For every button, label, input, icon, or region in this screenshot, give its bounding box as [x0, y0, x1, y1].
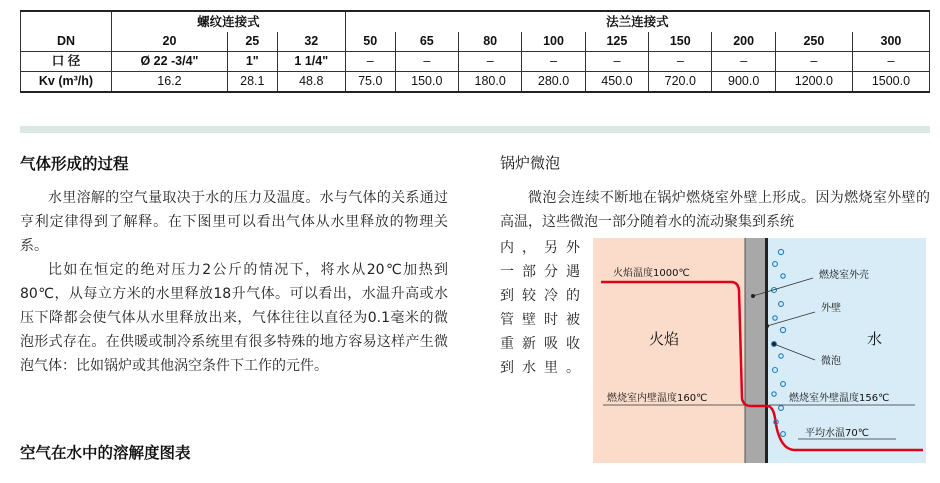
dn-cell: 25	[227, 32, 277, 52]
dn-cell: 300	[852, 32, 929, 52]
dn-cell: 250	[775, 32, 852, 52]
section-divider-band	[20, 126, 930, 133]
inner-wall-temp-label: 燃烧室内壁温度160℃	[607, 393, 708, 404]
text-line: 到水里。	[500, 360, 580, 376]
kv-cell: 900.0	[712, 72, 775, 93]
kv-cell: 450.0	[585, 72, 648, 93]
flame-temp-label: 火焰温度1000℃	[613, 268, 690, 279]
kv-cell: 75.0	[345, 72, 395, 93]
dn-cell: 32	[277, 32, 345, 52]
gas-formation-text	[20, 186, 448, 378]
kv-cell: 280.0	[522, 72, 585, 93]
avg-water-temp-label: 平均水温70℃	[805, 428, 869, 439]
outer-wall-label: 外壁	[821, 303, 841, 314]
dn-cell: 150	[649, 32, 712, 52]
flame-label: 火焰	[649, 330, 680, 348]
paragraph: 微泡会连续不断地在锅炉燃烧室外壁上形成。因为燃烧室外壁的高温，这些微泡一部分随着水的流动聚集到系统	[500, 190, 930, 230]
section-heading-solubility-chart: 空气在水中的溶解度图表	[20, 444, 191, 462]
boiler-text-narrow	[500, 236, 580, 380]
marker-dot	[772, 342, 776, 346]
dn-cell: 20	[112, 32, 228, 52]
size-cell: –	[585, 52, 648, 72]
text-line: 内，另外	[500, 240, 580, 256]
group-flange: 法兰连接式	[345, 11, 929, 32]
size-cell: 1"	[227, 52, 277, 72]
dn-cell: 200	[712, 32, 775, 52]
kv-cell: 16.2	[112, 72, 228, 93]
text-line: 管壁时被	[500, 312, 580, 328]
outer-wall-temp-label: 燃烧室外壁温度156℃	[789, 393, 890, 404]
text-line: 一部分遇	[500, 264, 580, 280]
outer-wall-line	[765, 238, 768, 463]
spec-table	[20, 10, 930, 93]
size-cell: –	[458, 52, 521, 72]
dn-cell: 125	[585, 32, 648, 52]
size-cell: 1 1/4"	[277, 52, 345, 72]
row-label-kv: Kv (m³/h)	[21, 72, 112, 93]
text-line: 到较冷的	[500, 288, 580, 304]
row-label-dn: DN	[21, 32, 112, 52]
size-cell: –	[395, 52, 458, 72]
size-cell: –	[345, 52, 395, 72]
size-cell: –	[852, 52, 929, 72]
kv-cell: 28.1	[227, 72, 277, 93]
group-thread: 螺纹连接式	[112, 11, 346, 32]
combustion-chamber-wall	[745, 238, 765, 463]
marker-dot	[765, 324, 769, 328]
boiler-wall-diagram	[593, 238, 926, 463]
row-label-size: 口 径	[21, 52, 112, 72]
dn-cell: 65	[395, 32, 458, 52]
outer-shell-label: 燃烧室外壳	[819, 270, 869, 281]
boiler-text	[500, 186, 930, 234]
size-cell: Ø 22 -3/4"	[112, 52, 228, 72]
kv-cell: 1200.0	[775, 72, 852, 93]
dn-cell: 80	[458, 32, 521, 52]
section-heading-gas-formation: 气体形成的过程	[20, 155, 129, 173]
kv-cell: 48.8	[277, 72, 345, 93]
marker-dot	[751, 294, 755, 298]
size-cell: –	[649, 52, 712, 72]
dn-cell: 100	[522, 32, 585, 52]
water-label: 水	[867, 330, 883, 348]
size-cell: –	[712, 52, 775, 72]
section-heading-boiler-microbubbles: 锅炉微泡	[500, 154, 561, 172]
size-cell: –	[775, 52, 852, 72]
microbubble-label: 微泡	[821, 356, 841, 367]
kv-cell: 1500.0	[852, 72, 929, 93]
corner-cell	[21, 11, 112, 32]
paragraph: 比如在恒定的绝对压力2公斤的情况下，将水从20℃加热到80℃，从每立方米的水里释放18升气体。可以看出，水温升高或水压下降都会使气体从水里释放出来，气体往往以直径为0.1毫米的微泡形式存在。在供暖或制冷系统里有很多特殊的地方容易这样产生微泡气体：比如锅炉或其他涡空条件下工作的元件。	[20, 262, 448, 374]
dn-cell: 50	[345, 32, 395, 52]
paragraph: 水里溶解的空气量取决于水的压力及温度。水与气体的关系通过亨利定律得到了解释。在下图里可以看出气体从水里释放的物理关系。	[20, 190, 448, 254]
text-line: 重新吸收	[500, 336, 580, 352]
kv-cell: 180.0	[458, 72, 521, 93]
size-cell: –	[522, 52, 585, 72]
kv-cell: 720.0	[649, 72, 712, 93]
kv-cell: 150.0	[395, 72, 458, 93]
